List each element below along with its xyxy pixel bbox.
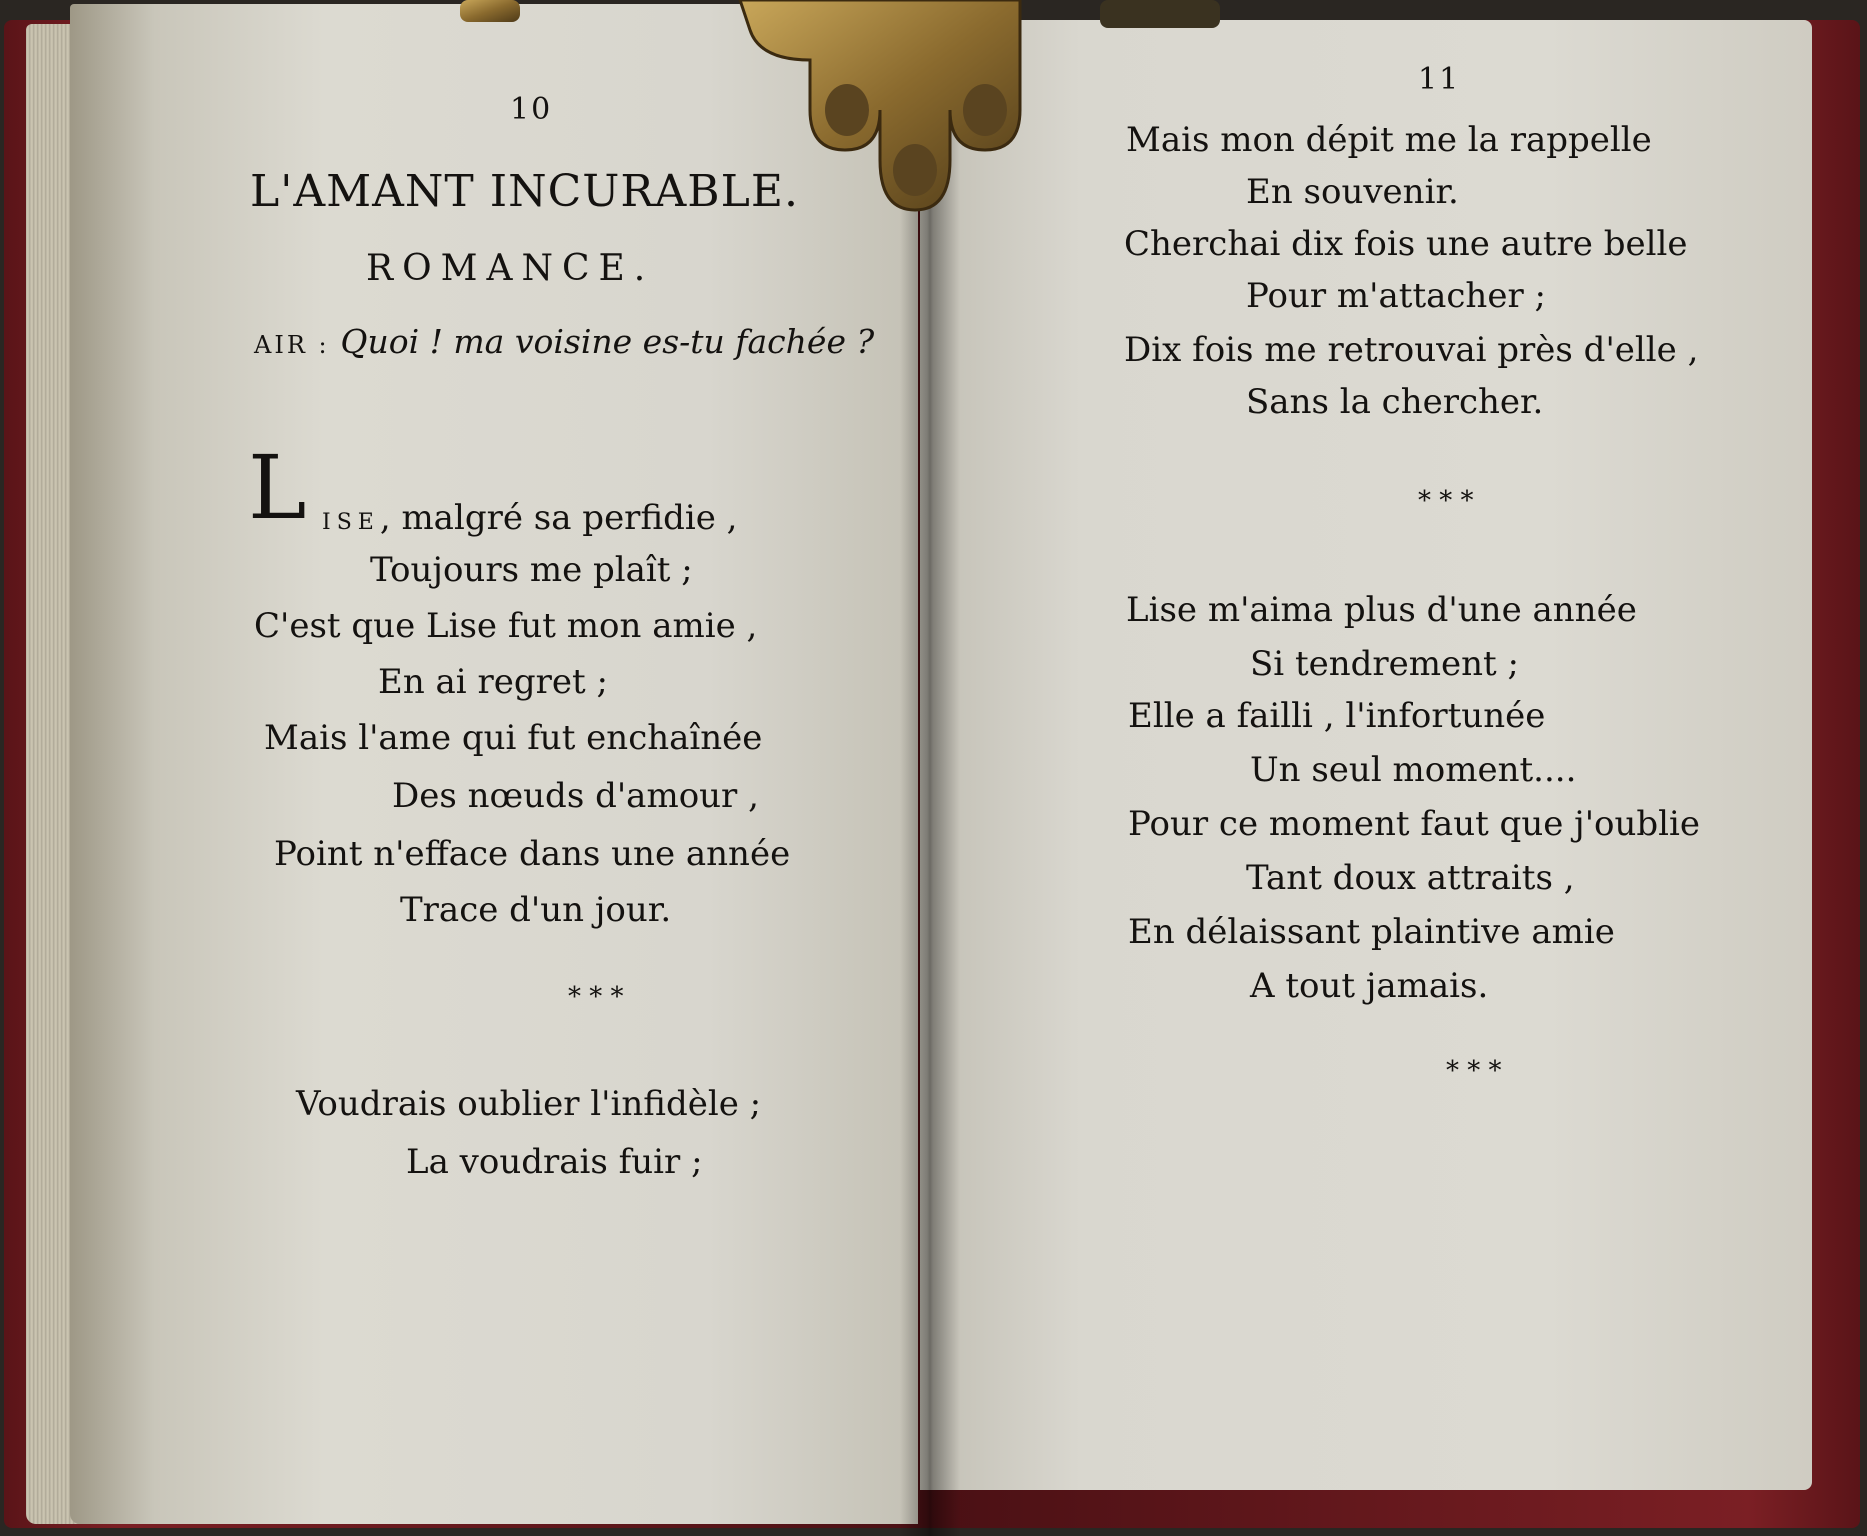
drop-cap: L bbox=[248, 436, 307, 539]
gutter-shadow bbox=[900, 0, 960, 1536]
verse-line: Dix fois me retrouvai près d'elle , bbox=[1124, 330, 1699, 370]
verse-line: Mais mon dépit me la rappelle bbox=[1126, 120, 1652, 160]
verse-line: Tant doux attraits , bbox=[1246, 858, 1575, 898]
verse-line: La voudrais fuir ; bbox=[406, 1142, 703, 1182]
verse-line: Toujours me plaît ; bbox=[370, 550, 693, 590]
verse-line: En délaissant plaintive amie bbox=[1128, 912, 1615, 952]
page-number-right: 11 bbox=[1418, 62, 1461, 97]
verse-line-first bbox=[322, 498, 738, 538]
stanza-separator: * * * bbox=[1418, 486, 1474, 516]
poem-subtitle: ROMANCE. bbox=[366, 248, 655, 289]
right-page bbox=[920, 20, 1812, 1490]
verse-line: C'est que Lise fut mon amie , bbox=[254, 606, 758, 646]
page-number-left: 10 bbox=[510, 92, 553, 127]
air-label: AIR : bbox=[254, 331, 330, 359]
air-line bbox=[254, 322, 874, 362]
verse-line: Lise m'aima plus d'une année bbox=[1126, 590, 1637, 630]
verse-line: Pour m'attacher ; bbox=[1246, 276, 1546, 316]
first-word-caps: ISE bbox=[322, 510, 380, 535]
verse-line: En souvenir. bbox=[1246, 172, 1459, 212]
verse-line: Cherchai dix fois une autre belle bbox=[1124, 224, 1688, 264]
verse-line: Point n'efface dans une année bbox=[274, 834, 791, 874]
verse-line: Mais l'ame qui fut enchaînée bbox=[264, 718, 763, 758]
verse-line: A tout jamais. bbox=[1250, 966, 1489, 1006]
stanza-separator: * * * bbox=[568, 982, 624, 1012]
verse-line: Un seul moment.... bbox=[1250, 750, 1577, 790]
verse-line: Des nœuds d'amour , bbox=[392, 776, 759, 816]
verse-line: Trace d'un jour. bbox=[400, 890, 672, 930]
poem-title: L'AMANT INCURABLE. bbox=[250, 166, 799, 217]
brass-clasp bbox=[460, 0, 1220, 215]
air-tune: Quoi ! ma voisine es-tu fachée ? bbox=[340, 322, 875, 361]
verse-line: Elle a failli , l'infortunée bbox=[1128, 696, 1546, 736]
verse-line: Voudrais oublier l'infidèle ; bbox=[296, 1084, 762, 1124]
verse-line: Si tendrement ; bbox=[1250, 644, 1519, 684]
verse-line: Sans la chercher. bbox=[1246, 382, 1544, 422]
first-line-rest: , malgré sa perfidie , bbox=[379, 498, 738, 538]
verse-line: En ai regret ; bbox=[378, 662, 608, 702]
left-page bbox=[70, 4, 918, 1524]
stanza-separator: * * * bbox=[1446, 1056, 1502, 1086]
verse-line: Pour ce moment faut que j'oublie bbox=[1128, 804, 1701, 844]
